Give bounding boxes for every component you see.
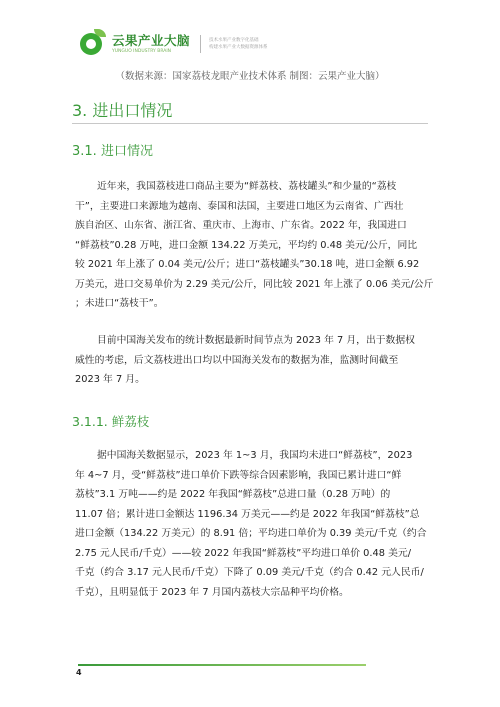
- paragraph-data-source: [75, 331, 427, 390]
- paragraph-line: 进口金额（134.22 万美元）的 8.91 倍；平均进口单价为 0.39 美元/千克（约合: [75, 528, 427, 539]
- page-header: [78, 26, 268, 62]
- brand-name: 云果产业大脑: [112, 32, 191, 48]
- paragraph-line: 2023 年 7 月。: [75, 374, 145, 385]
- paragraph-line: 万美元，进口交易单价为 2.29 美元/公斤，同比较 2021 年上涨了 0.06 美元/公斤: [75, 278, 434, 290]
- paragraph-line: 千克），且明显低于 2023 年 7 月国内荔枝大宗品种平均价格。: [75, 586, 349, 598]
- heading-rule: [72, 123, 428, 124]
- paragraph-line: 较 2021 年上涨了 0.04 美元/公斤；进口“荔枝罐头”30.18 吨，进口金额 6.92: [75, 259, 420, 270]
- paragraph-line: 千克（约合 3.17 元人民币/千克）下降了 0.09 美元/千克（约合 0.42 元人民币/: [75, 567, 424, 578]
- paragraph-line: 近年来，我国荔枝进口商品主要为“鲜荔枝、荔枝罐头”和少量的“荔枝: [97, 181, 397, 192]
- paragraph-line: 威性的考虑，后文荔枝进出口均以中国海关发布的数据为准，监测时间截至: [75, 354, 399, 366]
- header-tagline: [209, 37, 268, 51]
- brand-block: [112, 34, 190, 55]
- source-note: （数据来源：国家荔枝龙眼产业技术体系 制图：云果产业大脑）: [115, 71, 385, 82]
- paragraph-line: 族自治区、山东省、浙江省、重庆市、上海市、广东省。2022 年，我国进口: [75, 220, 407, 231]
- tagline-line-1: 技术水果产业数字化基础: [209, 38, 259, 43]
- footer-rule: [78, 664, 366, 666]
- section-heading: 3. 进出口情况: [72, 101, 173, 120]
- paragraph-line: 年 4~7 月，受“鲜荔枝”进口单价下跌等综合因素影响，我国已累计进口“鲜: [75, 469, 402, 481]
- tagline-line-2: 构建水果产业大数据资源体系: [209, 45, 268, 50]
- paragraph-line: “鲜荔枝”0.28 万吨，进口金额 134.22 万美元，平均约 0.48 美元/公斤，同比: [75, 239, 418, 251]
- paragraph-line: 11.07 倍；累计进口金额达 1196.34 万美元——约是 2022 年我国“鲜荔枝”总: [75, 508, 420, 520]
- header-divider: [200, 35, 201, 53]
- subsection-heading: 3.1. 进口情况: [72, 144, 153, 159]
- subsubsection-heading: 3.1.1. 鲜荔枝: [72, 414, 150, 429]
- paragraph-line: 荔枝”3.1 万吨——约是 2022 年我国“鲜荔枝”总进口量（0.28 万吨）的: [75, 489, 391, 500]
- paragraph-line: ；未进口“荔枝干”。: [75, 298, 164, 309]
- paragraph-line: 目前中国海关发布的统计数据最新时间节点为 2023 年 7 月，出于数据权: [97, 335, 415, 346]
- brand-subtitle: YUNGUO INDUSTRY BRAIN: [112, 48, 172, 54]
- paragraph-line: 干”，主要进口来源地为越南、泰国和法国，主要进口地区为云南省、广西壮: [75, 200, 404, 212]
- brand-logo-icon: [78, 29, 108, 59]
- page-number: 4: [76, 668, 82, 677]
- paragraph-line: 据中国海关数据显示，2023 年 1~3 月，我国均未进口“鲜荔枝”，2023: [97, 450, 413, 461]
- paragraph-line: 2.75 元人民币/千克）——较 2022 年我国“鲜荔枝”平均进口单价 0.48 美元/: [75, 547, 412, 559]
- paragraph-import-overview: [75, 177, 434, 314]
- paragraph-fresh-lychee: [75, 446, 427, 602]
